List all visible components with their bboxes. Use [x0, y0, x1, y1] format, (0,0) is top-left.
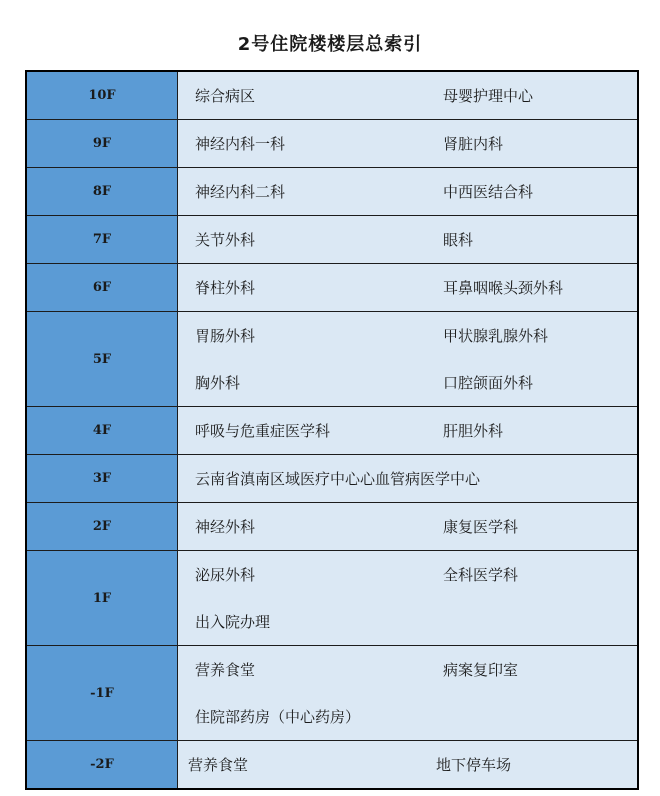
- department-name: 耳鼻咽喉头颈外科: [443, 279, 564, 297]
- department-line: [178, 455, 637, 502]
- floor-row: [26, 551, 638, 646]
- floor-label: 4F: [26, 407, 178, 455]
- department-line: [178, 359, 637, 406]
- department-name: 综合病区: [195, 87, 256, 105]
- department-line: [178, 120, 637, 167]
- department-line: [178, 168, 637, 215]
- department-cell: [178, 120, 639, 168]
- floor-row: [26, 407, 638, 455]
- floor-label: 10F: [26, 71, 178, 120]
- department-name: 出入院办理: [195, 613, 271, 631]
- department-cell: [178, 312, 639, 407]
- floor-row: [26, 71, 638, 120]
- department-name: 肝胆外科: [443, 422, 504, 440]
- department-cell: [178, 503, 639, 551]
- department-name: 云南省滇南区域医疗中心心血管病医学中心: [195, 470, 481, 488]
- department-name: 关节外科: [195, 231, 256, 249]
- department-line: [178, 216, 637, 263]
- department-name: 脊柱外科: [195, 279, 256, 297]
- department-cell: [178, 551, 639, 646]
- department-line: [178, 693, 637, 740]
- department-line: [178, 264, 637, 311]
- department-line: [178, 551, 637, 598]
- department-name: 胸外科: [195, 374, 241, 392]
- floor-row: [26, 503, 638, 551]
- department-name: 呼吸与危重症医学科: [195, 422, 331, 440]
- department-name: 营养食堂: [195, 661, 256, 679]
- department-line: [178, 407, 637, 454]
- department-cell: [178, 741, 639, 790]
- department-cell: [178, 455, 639, 503]
- department-line: [178, 741, 637, 788]
- floor-label: -1F: [26, 646, 178, 741]
- department-cell: [178, 264, 639, 312]
- floor-row: [26, 312, 638, 407]
- department-cell: [178, 168, 639, 216]
- floor-label: 9F: [26, 120, 178, 168]
- floor-row: [26, 120, 638, 168]
- department-name: 母婴护理中心: [443, 87, 534, 105]
- department-name: 肾脏内科: [443, 135, 504, 153]
- department-cell: [178, 646, 639, 741]
- floor-label: 1F: [26, 551, 178, 646]
- department-name: 中西医结合科: [443, 183, 534, 201]
- floor-label: 8F: [26, 168, 178, 216]
- department-name: 康复医学科: [443, 518, 519, 536]
- department-name: 神经外科: [195, 518, 256, 536]
- department-line: [178, 72, 637, 119]
- department-name: 甲状腺乳腺外科: [443, 327, 549, 345]
- department-name: 住院部药房（中心药房）: [195, 708, 361, 726]
- department-line: [178, 503, 637, 550]
- department-name: 口腔颌面外科: [443, 374, 534, 392]
- floor-label: 7F: [26, 216, 178, 264]
- floor-row: [26, 455, 638, 503]
- floor-label: -2F: [26, 741, 178, 790]
- department-name: 病案复印室: [443, 661, 519, 679]
- department-name: 眼科: [443, 231, 474, 249]
- floor-label: 6F: [26, 264, 178, 312]
- department-name: 神经内科一科: [195, 135, 286, 153]
- floor-label: 3F: [26, 455, 178, 503]
- department-line: [178, 646, 637, 693]
- department-name: 全科医学科: [443, 566, 519, 584]
- department-name: 地下停车场: [436, 756, 512, 774]
- floor-row: [26, 264, 638, 312]
- floor-row: [26, 168, 638, 216]
- department-line: [178, 312, 637, 359]
- floor-row: [26, 216, 638, 264]
- floor-row: [26, 741, 638, 790]
- page-title: 2号住院楼楼层总索引: [237, 34, 423, 55]
- floor-row: [26, 646, 638, 741]
- department-name: 泌尿外科: [195, 566, 256, 584]
- department-cell: [178, 407, 639, 455]
- floor-label: 2F: [26, 503, 178, 551]
- department-name: 胃肠外科: [195, 327, 256, 345]
- department-name: 营养食堂: [188, 756, 249, 774]
- department-line: [178, 598, 637, 645]
- department-cell: [178, 216, 639, 264]
- floor-label: 5F: [26, 312, 178, 407]
- department-cell: [178, 71, 639, 120]
- floor-directory-table: [25, 70, 639, 790]
- department-name: 神经内科二科: [195, 183, 286, 201]
